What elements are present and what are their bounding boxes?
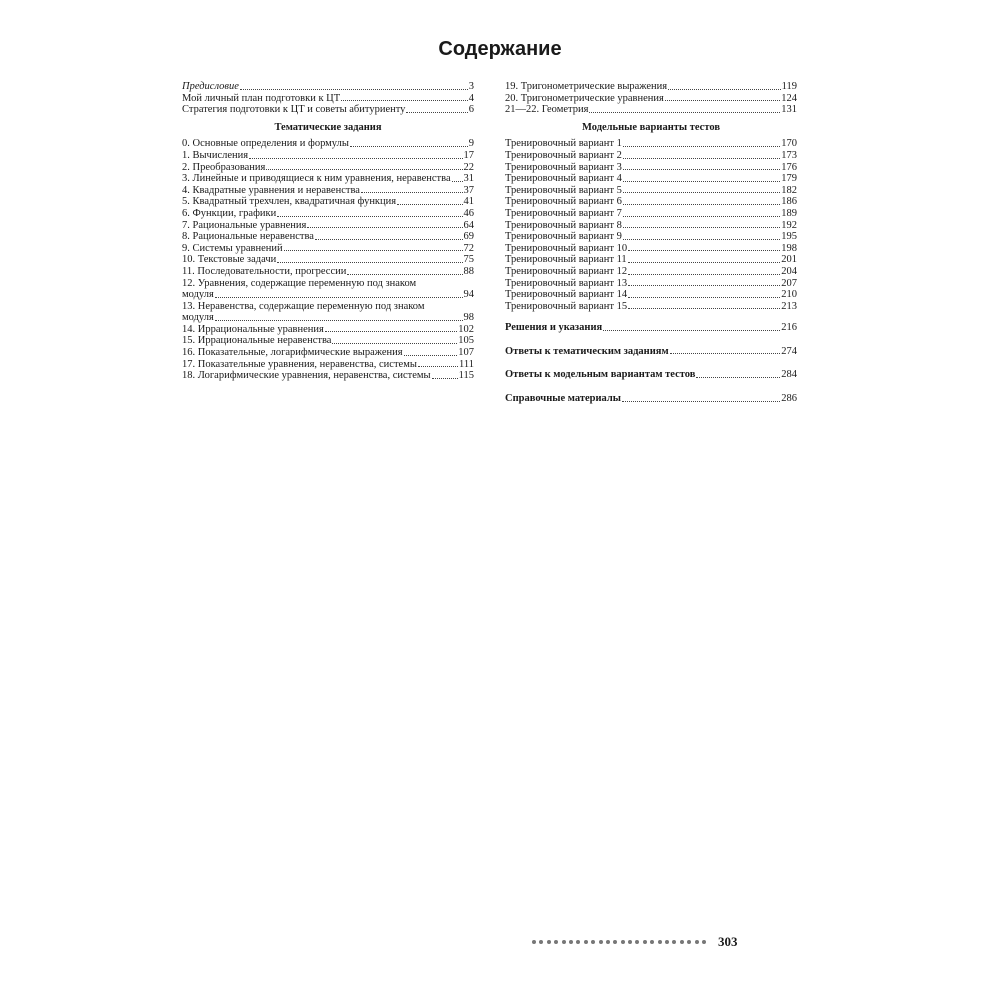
leader-dots [277,262,462,263]
toc-entry-title: Справочные материалы [505,393,621,405]
toc-entry-page: 198 [781,242,797,254]
toc-entry-page: 186 [781,196,797,208]
leader-dots [432,378,458,379]
toc-entry[interactable] [182,347,474,359]
toc-entry-page: 284 [781,369,797,381]
leader-dots [215,297,463,298]
footer-dot [695,940,699,944]
toc-entry[interactable] [505,104,797,116]
toc-entry-title: 8. Рациональные неравенства [182,231,314,243]
toc-entry[interactable] [505,185,797,197]
toc-entry-page: 107 [458,347,474,359]
footer-dot [680,940,684,944]
toc-entry[interactable] [505,196,797,208]
toc-entry[interactable] [505,81,797,93]
page-number: 303 [717,934,738,949]
toc-entry-title: 16. Показательные, логарифмические выражения [182,347,403,359]
toc-entry-page: 75 [463,254,474,266]
toc-entry-title: 11. Последовательности, прогрессии [182,265,347,277]
leader-dots [665,100,780,101]
toc-entry-page: 207 [781,277,797,289]
toc-entry[interactable] [505,162,797,174]
leader-dots [332,343,457,344]
toc-entry-title: Тренировочный вариант 12 [505,265,628,277]
toc-entry-title: 14. Иррациональные уравнения [182,323,324,335]
toc-entry-title: Ответы к тематическим заданиям [505,345,669,357]
toc-entry[interactable] [505,93,797,105]
toc-entry[interactable] [505,220,797,232]
toc-entry[interactable] [505,369,797,381]
leader-dots [325,331,457,332]
toc-entry-title: Тренировочный вариант 2 [505,149,622,161]
toc-entry-page: 64 [463,219,474,231]
toc-entry-title: Тренировочный вариант 6 [505,196,622,208]
footer-dot [658,940,662,944]
toc-entry[interactable] [505,254,797,266]
footer-dot [547,940,551,944]
toc-entry-12-line2: модуля [182,289,214,301]
leader-dots [406,112,467,113]
footer-dot [562,940,566,944]
toc-entry-page: 88 [463,265,474,277]
toc-entry[interactable] [505,231,797,243]
toc-entry-title: Тренировочный вариант 10 [505,242,628,254]
toc-entry-title: 9. Системы уравнений [182,242,283,254]
leader-dots [240,89,468,90]
footer-dot [621,940,625,944]
toc-entry-title: Тренировочный вариант 7 [505,207,622,219]
footer-dot [628,940,632,944]
leader-dots [452,181,463,182]
toc-entry-page: 176 [781,161,797,173]
leader-dots [397,204,462,205]
toc-entry-page: 6 [468,104,474,116]
leader-dots [404,355,458,356]
toc-entry[interactable] [182,359,474,371]
toc-entry-page: 111 [459,358,474,370]
leader-dots [603,330,780,331]
toc-entry-title: 0. Основные определения и формулы [182,138,349,150]
toc-entry-title: Тренировочный вариант 8 [505,219,622,231]
toc-entry-title: 6. Функции, графики [182,207,277,219]
toc-entry-page: 69 [463,231,474,243]
toc-entry[interactable] [182,93,474,105]
leader-dots [670,353,781,354]
toc-entry-page: 102 [458,323,474,335]
toc-entry-page: 182 [781,184,797,196]
toc-entry-12[interactable] [182,278,474,301]
toc-entry[interactable] [182,243,474,255]
footer-dot [665,940,669,944]
leader-dots [623,192,780,193]
footer-dot [613,940,617,944]
footer-dot [650,940,654,944]
leader-dots [623,216,780,217]
toc-entry-title: 3. Линейные и приводящиеся к ним уравнения, неравенства [182,173,451,185]
leader-dots [668,89,781,90]
toc-entry-title: Стратегия подготовки к ЦТ и советы абитуриенту [182,104,406,116]
toc-entry-page: 105 [458,335,474,347]
footer-dot [569,940,573,944]
footer-dot [576,940,580,944]
footer-dot [599,940,603,944]
toc-entry-page: 17 [463,149,474,161]
toc-entry[interactable] [182,138,474,150]
toc-entry-page: 124 [781,92,797,104]
toc-entry-13-line2: модуля [182,312,214,324]
leader-dots [623,227,780,228]
toc-entry-page: 204 [781,265,797,277]
leader-dots [361,192,463,193]
leader-dots [623,158,780,159]
toc-entry[interactable] [182,173,474,185]
footer-dot [672,940,676,944]
toc-entry-page: 115 [458,370,474,382]
footer-dot [702,940,706,944]
toc-right-column [505,81,797,405]
toc-entry-title: 17. Показательные уравнения, неравенства, системы [182,358,417,370]
toc-entry[interactable] [182,104,474,116]
leader-dots [628,285,780,286]
toc-entry-title: 21—22. Геометрия [505,104,589,116]
toc-entry[interactable] [505,208,797,220]
toc-entry-title: Предисловие [182,81,239,92]
toc-entry-13-page: 98 [463,312,474,324]
toc-variants-list [505,138,797,312]
toc-entry[interactable] [182,370,474,382]
toc-entry[interactable] [505,138,797,150]
toc-entry[interactable] [505,266,797,278]
footer-dot [606,940,610,944]
toc-entry-page: 4 [468,92,474,104]
toc-entry-13-line1: 13. Неравенства, содержащие переменную под знаком [182,300,425,312]
toc-entry-13[interactable] [182,301,474,324]
toc-entry[interactable] [182,81,474,93]
leader-dots [628,262,781,263]
leader-dots [628,250,780,251]
toc-entry-page: 22 [463,161,474,173]
toc-entry-title: 15. Иррациональные неравенства [182,335,332,347]
toc-thematic-list [182,138,474,277]
toc-entry-page: 189 [781,207,797,219]
toc-entry-page: 195 [781,231,797,243]
toc-entry-page: 3 [468,81,474,92]
section-heading-variants: Модельные варианты тестов [581,121,721,133]
toc-entry[interactable] [505,289,797,301]
leader-dots [347,274,462,275]
toc-entry[interactable] [505,346,797,358]
footer-dot [584,940,588,944]
footer-dot [554,940,558,944]
toc-entry-page: 46 [463,207,474,219]
toc-entry-title: Ответы к модельным вариантам тестов [505,369,696,381]
toc-entry-page: 9 [468,138,474,150]
toc-entry-page: 192 [781,219,797,231]
toc-entry-title: Решения и указания [505,322,603,334]
toc-left-column [182,81,474,382]
toc-entry-page: 274 [781,345,797,357]
toc-thematic-list-cont [182,324,474,382]
leader-dots [628,308,780,309]
toc-entry-title: 2. Преобразования [182,161,266,173]
leader-dots [315,239,463,240]
footer-dot [635,940,639,944]
leader-dots [623,146,780,147]
toc-entry[interactable] [182,196,474,208]
toc-entry-title: Тренировочный вариант 3 [505,161,622,173]
toc-entry-page: 170 [781,138,797,150]
toc-entry[interactable] [182,324,474,336]
toc-entry-title: Тренировочный вариант 4 [505,173,622,185]
leader-dots [628,274,780,275]
leader-dots [307,227,462,228]
footer-dot [591,940,595,944]
toc-entry[interactable] [505,150,797,162]
leader-dots [341,100,468,101]
toc-entry-page: 37 [463,184,474,196]
toc-entry-12-page: 94 [463,289,474,301]
leader-dots [284,250,463,251]
leader-dots [215,320,463,321]
page-footer [532,934,737,950]
toc-entry[interactable] [505,322,797,334]
toc-entry[interactable] [182,162,474,174]
leader-dots [277,216,462,217]
leader-dots [623,181,780,182]
toc-entry-page: 119 [781,81,797,92]
toc-entry-title: Тренировочный вариант 9 [505,231,622,243]
toc-entry-title: 4. Квадратные уравнения и неравенства [182,184,360,196]
toc-entry[interactable] [182,266,474,278]
toc-entry-page: 31 [463,173,474,185]
toc-entry-page: 173 [781,149,797,161]
toc-entry-title: Тренировочный вариант 15 [505,300,628,312]
footer-dot [643,940,647,944]
toc-entry-page: 179 [781,173,797,185]
toc-entry[interactable] [182,208,474,220]
leader-dots [623,204,780,205]
leader-dots [623,169,780,170]
toc-entry-title: 5. Квадратный трехчлен, квадратичная функция [182,196,397,208]
toc-entry-title: 20. Тригонометрические уравнения [505,92,664,104]
toc-entry-title: 18. Логарифмические уравнения, неравенства, системы [182,370,431,382]
toc-sections-list [505,322,797,404]
leader-dots [266,169,462,170]
toc-entry[interactable] [182,220,474,232]
toc-entry-title: 7. Рациональные уравнения [182,219,307,231]
toc-entry-page: 201 [781,254,797,266]
toc-entry-page: 72 [463,242,474,254]
toc-entry-title: Тренировочный вариант 14 [505,289,628,301]
toc-entry[interactable] [182,254,474,266]
toc-entry[interactable] [505,301,797,313]
footer-dot [532,940,536,944]
toc-entry[interactable] [182,150,474,162]
toc-entry-title: Тренировочный вариант 13 [505,277,628,289]
toc-entry[interactable] [182,335,474,347]
toc-entry[interactable] [505,278,797,290]
footer-dots [532,940,706,944]
toc-entry-title: 1. Вычисления [182,149,249,161]
toc-entry-12-line1: 12. Уравнения, содержащие переменную под знаком [182,277,417,289]
section-heading-thematic: Тематические задания [274,121,382,133]
toc-entry[interactable] [182,185,474,197]
footer-dot [539,940,543,944]
toc-entry-title: Мой личный план подготовки к ЦТ [182,92,341,104]
toc-entry-title: Тренировочный вариант 1 [505,138,622,150]
toc-entry-title: Тренировочный вариант 5 [505,184,622,196]
leader-dots [622,401,780,402]
leader-dots [696,377,780,378]
leader-dots [628,297,780,298]
page-title: Содержание [438,38,562,60]
toc-entry-page: 286 [781,393,797,405]
leader-dots [350,146,468,147]
toc-entry[interactable] [182,231,474,243]
toc-entry-page: 210 [781,289,797,301]
toc-entry-page: 216 [781,322,797,334]
toc-entry-title: Тренировочный вариант 11 [505,254,627,266]
toc-entry[interactable] [505,243,797,255]
toc-entry[interactable] [505,173,797,185]
toc-intro-list [182,81,474,116]
leader-dots [623,239,780,240]
toc-entry-page: 213 [781,300,797,312]
toc-entry-title: 10. Текстовые задачи [182,254,277,266]
toc-entry-page: 131 [781,104,797,116]
toc-thematic-list-right [505,81,797,116]
toc-entry-title: 19. Тригонометрические выражения [505,81,668,92]
toc-entry-page: 41 [463,196,474,208]
leader-dots [418,366,458,367]
leader-dots [589,112,780,113]
toc-entry[interactable] [505,393,797,405]
footer-dot [687,940,691,944]
leader-dots [249,158,462,159]
